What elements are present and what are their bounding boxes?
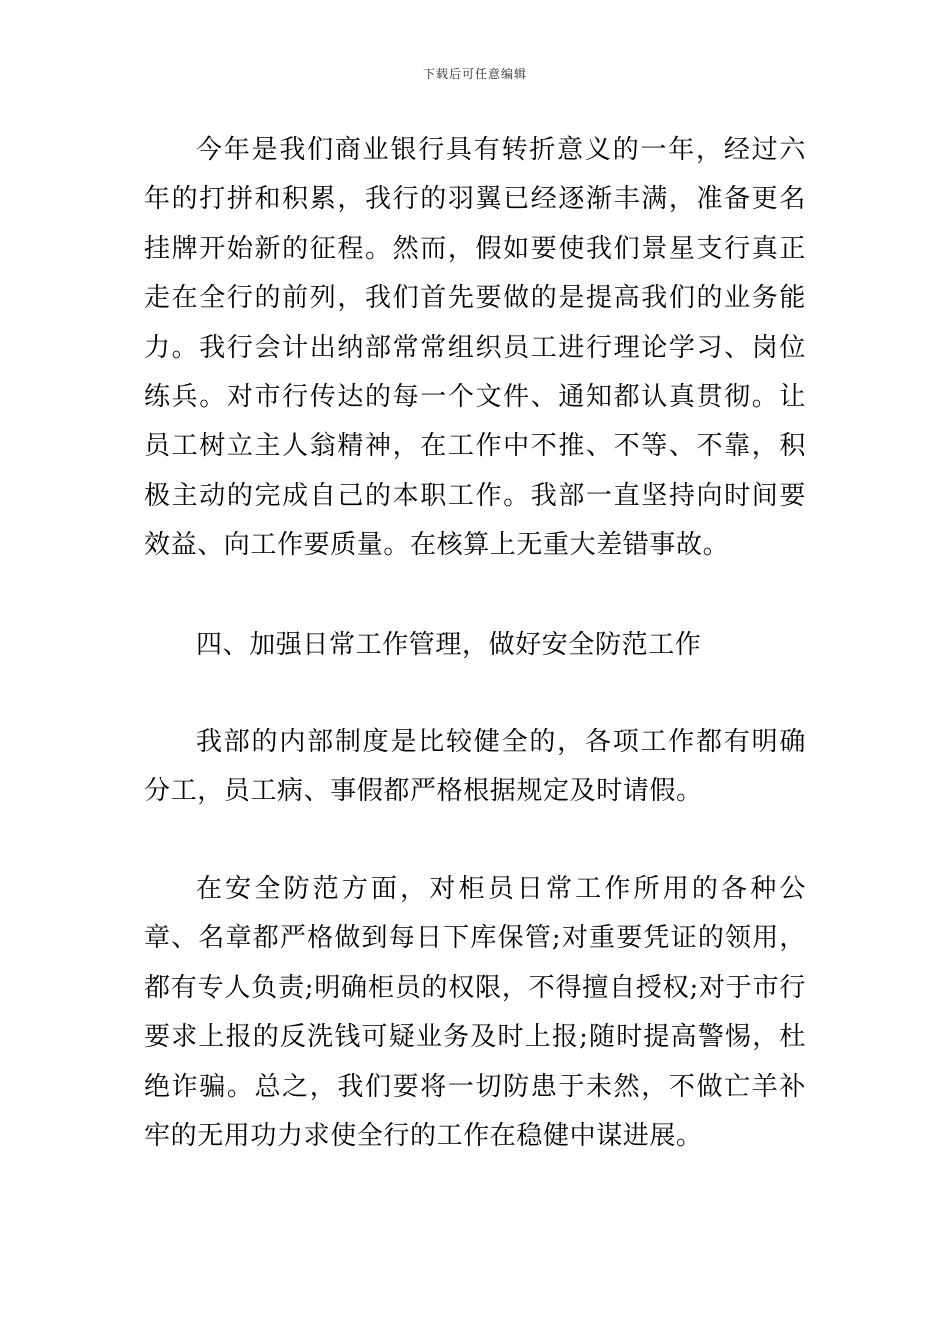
paragraph-internal-rules: 我部的内部制度是比较健全的，各项工作都有明确分工，员工病、事假都严格根据规定及时请假。 <box>144 727 806 807</box>
paragraph-business-ability: 今年是我们商业银行具有转折意义的一年，经过六年的打拼和积累，我行的羽翼已经逐渐丰满，准备更名挂牌开始新的征程。然而，假如要使我们景星支行真正走在全行的前列，我们首先要做的是提高我们的业务能力。我行会计出纳部常常组织员工进行理论学习、岗位练兵。对市行传达的每一个文件、通知都认真贯彻。让员工树立主人翁精神，在工作中不推、不等、不靠，积极主动的完成自己的本职工作。我部一直坚持向时间要效益、向工作要质量。在核算上无重大差错事故。 <box>144 135 806 561</box>
paragraph-safety-measures: 在安全防范方面，对柜员日常工作所用的各种公章、名章都严格做到每日下库保管;对重要凭证的领用，都有专人负责;明确柜员的权限，不得擅自授权;对于市行要求上报的反洗钱可疑业务及时上报;随时提高警惕，杜绝诈骗。总之，我们要将一切防患于未然，不做亡羊补牢的无用功力求使全行的工作在稳健中谋进展。 <box>144 873 806 1151</box>
document-body <box>144 126 806 1161</box>
download-note: 下载后可任意编辑 <box>422 67 527 81</box>
paragraph-spacer <box>144 817 806 865</box>
paragraph-spacer <box>144 670 806 718</box>
paragraph-spacer <box>144 571 806 621</box>
section-heading-safety: 四、加强日常工作管理，做好安全防范工作 <box>196 629 702 660</box>
